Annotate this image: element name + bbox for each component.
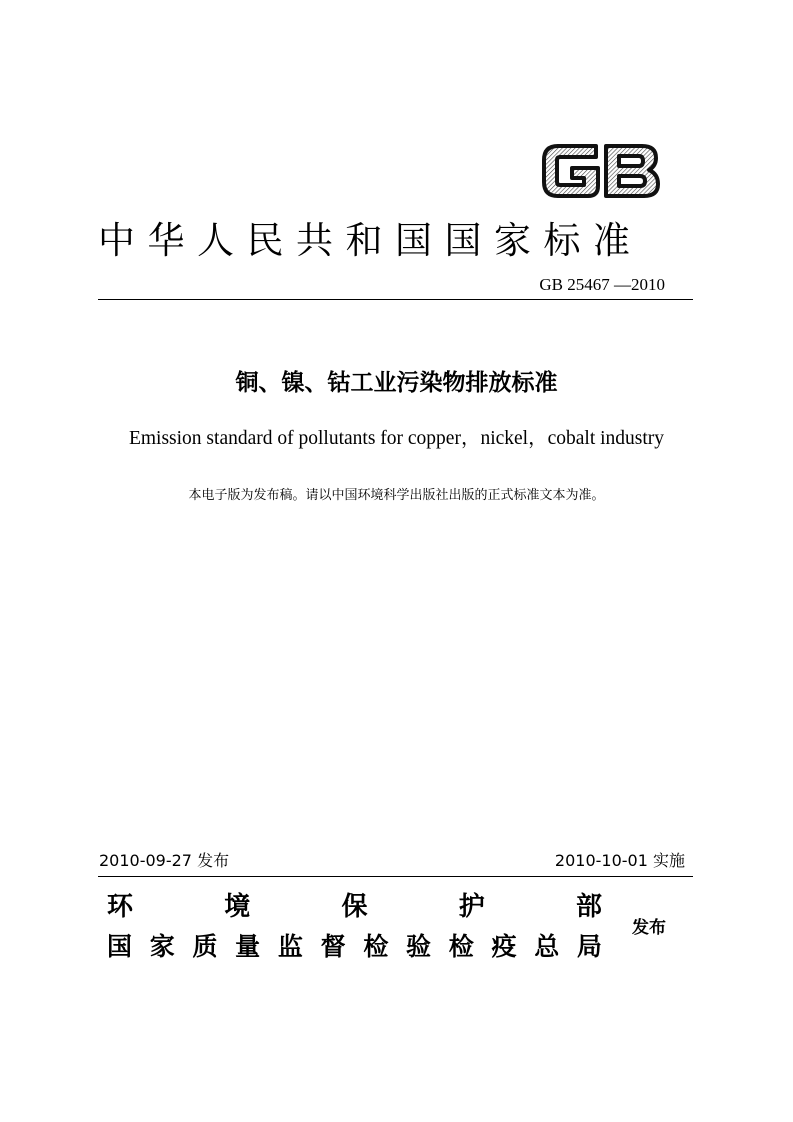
issuer-char: 保 — [341, 892, 368, 922]
publish-label: 发布 — [632, 918, 666, 938]
issuer-char: 环 — [107, 892, 134, 922]
issuer-char: 督 — [320, 932, 346, 961]
issuer-char: 检 — [448, 932, 474, 961]
footer-divider — [98, 876, 693, 877]
issuer-char: 护 — [458, 892, 485, 922]
national-standard-title: 中华人民共和国国家标准 — [98, 219, 643, 262]
issuer-environmental-ministry — [107, 890, 602, 924]
issuer-char: 监 — [277, 932, 303, 961]
issue-date: 2010-09-27 发布 — [99, 851, 230, 870]
issuer-char: 验 — [406, 932, 432, 961]
issuer-char: 总 — [534, 932, 560, 961]
issuer-char: 质 — [192, 932, 218, 961]
issuer-char: 家 — [149, 932, 175, 961]
standard-title-english: Emission standard of pollutants for copper，nickel，cobalt industry — [128, 428, 665, 449]
header-divider — [98, 299, 693, 300]
issuer-char: 疫 — [491, 932, 517, 961]
issuer-quality-supervision-administration — [107, 930, 602, 964]
standard-number: GB 25467 —2010 — [539, 275, 665, 294]
issuer-char: 量 — [235, 932, 261, 961]
issuer-char: 国 — [107, 932, 133, 961]
issuer-char: 境 — [224, 892, 251, 922]
standard-title-chinese: 铜、镍、钴工业污染物排放标准 — [235, 370, 558, 396]
electronic-version-notice: 本电子版为发布稿。请以中国环境科学出版社出版的正式标准文本为准。 — [188, 488, 605, 503]
issuer-char: 检 — [363, 932, 389, 961]
implementation-date: 2010-10-01 实施 — [554, 851, 685, 870]
issuer-char: 部 — [575, 892, 602, 922]
issuer-char: 局 — [576, 932, 602, 961]
gb-logo-icon — [538, 138, 664, 202]
